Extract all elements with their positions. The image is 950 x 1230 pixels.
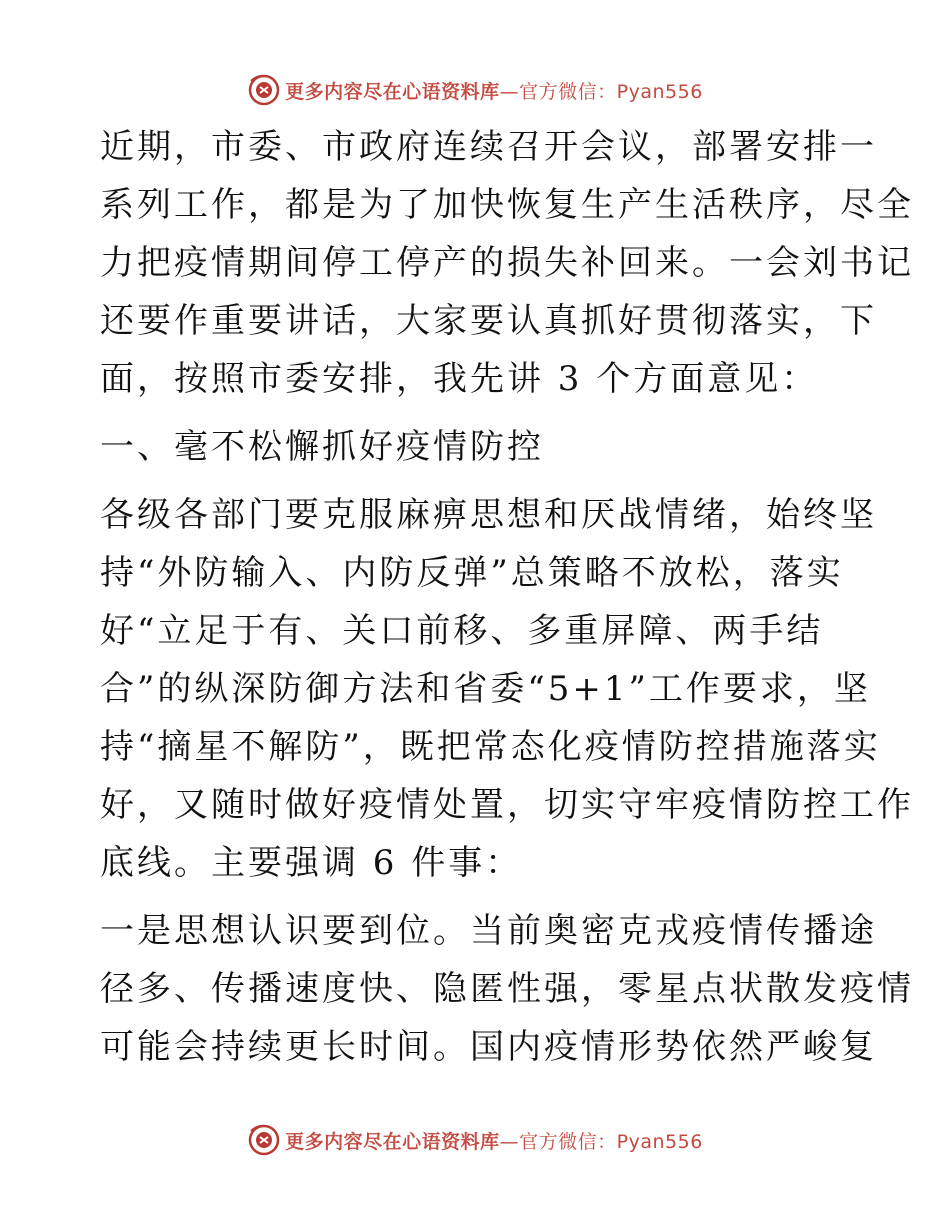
watermark-brand: 更多内容尽在心语资料库	[285, 80, 500, 103]
section-heading	[100, 418, 860, 476]
text-line: 还要作重要讲话，大家要认真抓好贯彻落实，下	[100, 301, 877, 341]
watermark-text	[285, 1127, 703, 1154]
text-line: 可能会持续更长时间。国内疫情形势依然严峻复	[100, 1027, 877, 1067]
body-paragraph	[100, 486, 914, 892]
logo-icon	[247, 73, 281, 107]
watermark-wechat: 官方微信：Pyan556	[519, 80, 703, 103]
watermark-brand: 更多内容尽在心语资料库	[285, 1130, 500, 1153]
header-watermark-banner	[0, 70, 950, 110]
text-line: 合”的纵深防御方法和省委“5+1”工作要求，坚	[100, 669, 871, 709]
intro-paragraph	[100, 118, 914, 408]
text-line: 近期，市委、市政府连续召开会议，部署安排一	[100, 127, 877, 167]
text-line: 面，按照市委安排，我先讲 3 个方面意见：	[100, 359, 819, 399]
watermark-separator: —	[499, 1130, 520, 1153]
text-line: 好，又随时做好疫情处置，切实守牢疫情防控工作	[100, 785, 914, 825]
text-line: 系列工作，都是为了加快恢复生产生活秩序，尽全	[100, 185, 914, 225]
heading-line: 一、毫不松懈抓好疫情防控	[100, 427, 544, 467]
watermark-text	[285, 77, 703, 104]
footer-watermark-banner	[0, 1120, 950, 1160]
watermark-separator: —	[499, 80, 520, 103]
text-line: 持“摘星不解防”，既把常态化疫情防控措施落实	[100, 727, 881, 767]
document-body	[100, 118, 914, 1076]
text-line: 持“外防输入、内防反弹”总策略不放松，落实	[100, 553, 844, 593]
text-line: 一是思想认识要到位。当前奥密克戎疫情传播途	[100, 911, 877, 951]
text-line: 径多、传播速度快、隐匿性强，零星点状散发疫情	[100, 969, 914, 1009]
text-line: 好“立足于有、关口前移、多重屏障、两手结	[100, 611, 824, 651]
watermark-wechat: 官方微信：Pyan556	[519, 1130, 703, 1153]
text-line: 各级各部门要克服麻痹思想和厌战情绪，始终坚	[100, 495, 877, 535]
text-line: 力把疫情期间停工停产的损失补回来。一会刘书记	[100, 243, 914, 283]
body-paragraph	[100, 902, 914, 1076]
logo-icon	[247, 1123, 281, 1157]
text-line: 底线。主要强调 6 件事：	[100, 843, 523, 883]
